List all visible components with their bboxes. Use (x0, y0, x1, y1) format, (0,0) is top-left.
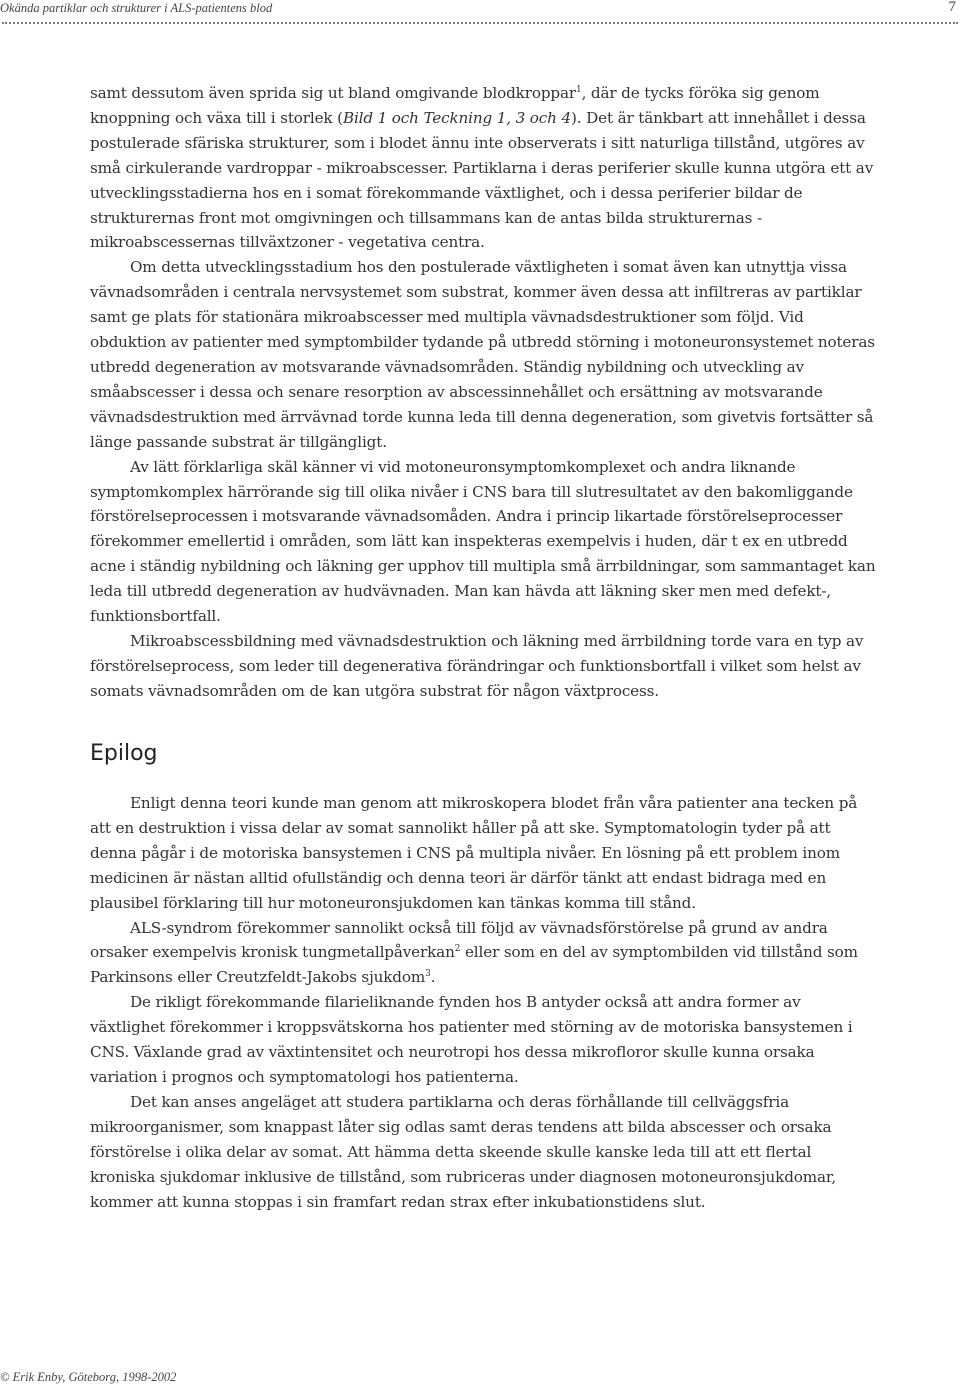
footnote-ref-3: 3 (425, 969, 431, 980)
body-section-1 (90, 81, 880, 704)
epilog-paragraph-4: Det kan anses angeläget att studera partiklarna och deras förhållande till cellväggsfria mikroorganismer, som knappast låter sig odlas samt deras tendens att bilda abscesser och orsaka förstörelse i olika delar av somat. Att hämma detta skeende skulle kanske leda till att ett flertal kroniska sjukdomar inklusive de tillstånd, som rubriceras under diagnosen motoneuronsjukdomar, kommer att kunna stoppas i sin framfart redan strax efter inkubationstidens slut. (90, 1092, 837, 1211)
running-header (0, 0, 960, 36)
epilog-paragraph-3: De rikligt förekommande filarieliknande fynden hos B antyder också att andra former av växtlighet förekommer i kroppsvätskorna hos patienter med störning av de motoriska bansystemen i CNS. Växlande grad av växtintensitet och neurotropi hos dessa mikrofloror skulle kunna orsaka variation i prognos och symptomatologi hos patienterna. (90, 993, 853, 1086)
copyright-footer: © Erik Enby, Göteborg, 1998-2002 (0, 1370, 177, 1384)
paragraph-2: Om detta utvecklingsstadium hos den postulerade växtligheten i somat även kan utnyttja vissa vävnadsområden i centrala nervsystemet som substrat, kommer även dessa att infiltreras av partiklar samt ge plats för stationära mikroabscesser med multipla vävnadsdestruktioner som följd. Vid obduktion av patienter med symptombilder tydande på utbredd störning i motoneuronsystemet noteras utbredd degeneration av motsvarande vävnadsområden. Ständig nybildning och utveckling av småabscesser i dessa och senare resorption av abscessinnehållet och ersättning av motsvarande vävnadsdestruktion med ärrvävnad torde kunna leda till denna degeneration, som givetvis fortsätter så länge passande substrat är tillgängligt. (90, 258, 875, 451)
epilog-section (90, 791, 880, 1214)
figure-reference: Bild 1 och Teckning 1, 3 och 4 (342, 108, 571, 127)
paragraph-3: Av lätt förklarliga skäl känner vi vid motoneuronsymptomkomplexet och andra liknande symptomkomplex härrörande sig till olika nivåer i CNS bara till slutresultatet av den bakomliggande förstörelseprocessen i motsvarande vävnadsomåden. Andra i princip likartade förstörelseprocesser förekommer emellertid i områden, som lätt kan inspekteras exempelvis i huden, där t ex en utbredd acne i ständig nybildning och läkning ger upphov till multipla små ärrbildningar, som sammantaget kan leda till utbredd degeneration av hudvävnaden. Man kan hävda att läkning sker men med defekt-, funktionsbortfall. (90, 457, 876, 626)
page-number: 7 (948, 0, 956, 15)
paragraph-4: Mikroabscessbildning med vävnadsdestruktion och läkning med ärrbildning torde vara en typ av förstörelseprocess, som leder till degenerativa förändringar och funktionsbortfall i vilket som helst av somats vävnadsområden om de kan utgöra substrat för någon växtprocess. (90, 631, 864, 700)
paragraph-1: samt dessutom även sprida sig ut bland omgivande blodkroppar$^1$, där de tycks föröka sig genom knoppning och växa till i storlek (Bild 1 och Teckning 1, 3 och 4). Det är tänkbart att innehållet i dessa postulerade sfäriska strukturer, som i blodet ännu inte observerats i sitt naturliga tillstånd, utgöres av små cirkulerande vardroppar - mikroabscesser. Partiklarna i deras periferier skulle kunna utgöra ett av utvecklingsstadierna hos en i somat förekommande växtlighet, och i dessa periferier bildar de strukturernas front mot omgivningen och tillsammans kan de antas bilda strukturernas - mikroabscessernas tillväxtzoner - vegetativa centra. (90, 84, 874, 252)
footnote-ref-1: 1 (575, 85, 582, 95)
epilog-paragraph-1: Enligt denna teori kunde man genom att mikroskopera blodet från våra patienter ana tecken på att en destruktion i vissa delar av somat sannolikt håller på att ske. Symptomatologin tyder på att denna pågår i de motoriska bansystemen i CNS på multipla nivåer. En lösning på ett problem inom medicinen är nästan alltid ofullständig och denna teori är därför tänkt att endast bidraga med en plausibel förklaring till hur motoneuronsjukdomen kan tänkas komma till stånd. (90, 794, 858, 912)
epilog-paragraph-2: ALS-syndrom förekommer sannolikt också till följd av vävnadsförstörelse på grund av andra orsaker exempelvis kronisk tungmetallpåverkan$^2$ eller som en del av symptombilden vid tillstånd som Parkinsons eller Creutzfeldt-Jakobs sjukdom$^3$. (90, 918, 858, 987)
header-dotted-rule (2, 22, 958, 24)
epilog-heading: Epilog (90, 741, 158, 766)
document-title: Okända partiklar och strukturer i ALS-patientens blod (0, 1, 273, 15)
footnote-ref-2: 2 (454, 944, 461, 955)
